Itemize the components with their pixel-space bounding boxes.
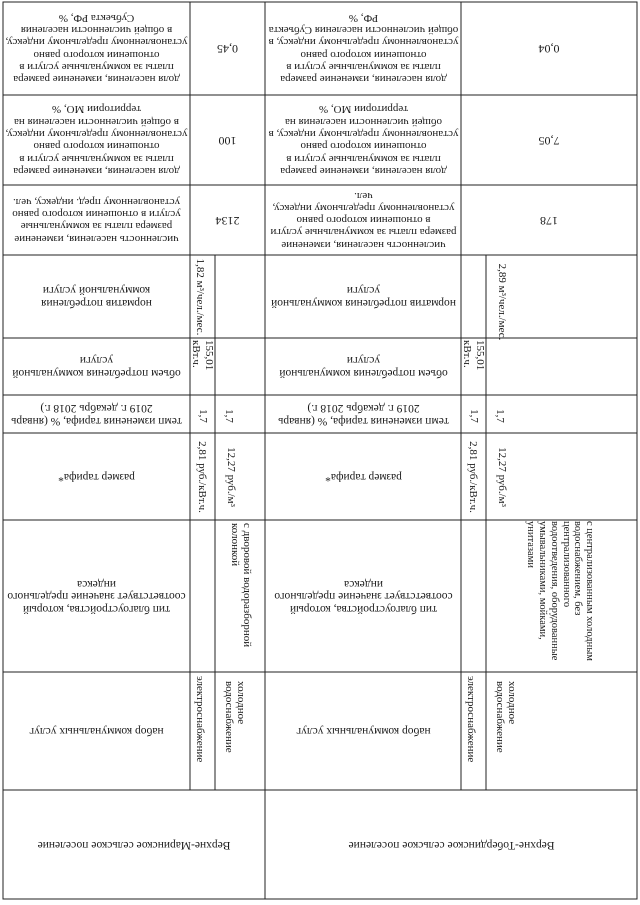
col2-share-rf-value: 0,04 (538, 42, 560, 57)
col1-rate-value-water: 1,7 (223, 409, 236, 423)
col2-share-mo-header: доля населения, изменение размера платы за коммунальные услуги в отношении которого равно установленному предельному индексу, в общей численности населения на территории МО, % (268, 103, 459, 177)
col1-settlement-name: Верхне-Маринское сельское поселение (37, 838, 231, 851)
col2-pop-value: 178 (540, 213, 558, 228)
col2-services-header: набор коммунальных услуг (296, 725, 431, 738)
col1-tariff-value-electric: 2,81 руб./кВт.ч. (196, 441, 209, 513)
col1-services-header: набор коммунальных услуг (29, 725, 164, 738)
col1-volume-value-electric: 155,01 кВт.ч. (190, 340, 215, 371)
col2-rate-header: темп изменения тарифа, % (январь 2019 г. декабрь 2018 г.) (278, 402, 449, 427)
col1-volume-header: объем потребления коммунальной услуги (12, 354, 181, 380)
col1-tariff-value-water: 12,27 руб./м³ (225, 447, 238, 507)
col2-rate-value-electric: 1,7 (468, 409, 481, 423)
col1-norm-header: норматив потребления коммунальной услуги (41, 284, 152, 310)
col1-rate-value-electric: 1,7 (197, 409, 210, 423)
col2-tariff-value-water: 12,27 руб./м³ (496, 447, 509, 507)
col2-service-water: холодное водоснабжение (494, 681, 519, 753)
col2-norm-header: норматив потребления коммунальной услуги (271, 284, 456, 310)
col1-service-water: холодное водоснабжение (223, 681, 248, 753)
col1-share-mo-value: 100 (218, 133, 237, 148)
col1-pop-header: численность населения, изменение размера платы за коммунальные услуги в отношении которого равно установленному пред. индексу, чел. (12, 195, 181, 245)
col2-tariff-value-electric: 2,81 руб./кВт.ч. (467, 441, 480, 513)
col1-infra-header: тип благоустройства, который соответствует значение предельного индекса (7, 577, 186, 616)
col2-share-mo-value: 7,05 (538, 133, 560, 148)
col1-share-mo-header: доля населения, изменение размера платы за коммунальные услуги в отношении которого равно установленному предельному индексу, в общей численности населения на территории МО, % (5, 103, 188, 177)
col2-pop-header: численность населения, изменение размера платы за коммунальные услуги в отношении которого равно установленному предельному индексу, чел. (270, 189, 457, 251)
col2-rate-value-water: 1,7 (494, 409, 507, 423)
col2-volume-header: объем потребления коммунальной услуги (279, 354, 448, 380)
col1-share-rf-value: 0,45 (217, 42, 238, 57)
col2-infra-value: с централизованным холодным водоснабжением, без централизованного водоотведения, оборудованные умывальниками, мойками, унитазами (525, 521, 596, 661)
col2-infra-header: тип благоустройства, который соответствует значение предельного индекса (274, 577, 453, 616)
col2-tariff-header: размер тарифа* (325, 470, 402, 483)
col2-settlement-name: Верхне-Тобердинское сельское поселение (348, 838, 555, 851)
col2-norm-value-water: 2,89 м³/чел./мес. (496, 263, 509, 341)
col1-rate-header: темп изменения тарифа, % (январь 2019 г. декабрь 2018 г.) (11, 402, 182, 427)
col1-share-rf-header: доля населения, изменение размера платы за коммунальные услуги в отношении которого равно установленному предельному индексу, в общей численности населения Субъекта РФ, % (5, 11, 188, 86)
col2-share-rf-header: доля населения, изменение размера платы за коммунальные услуги в отношении которого равно установленному предельному индексу, в общей численности населения Субъекта РФ, % (268, 11, 459, 86)
col1-pop-value: 2134 (215, 213, 240, 228)
col1-norm-value-water: 1,82 м³/чел./мес. (194, 258, 207, 336)
col1-tariff-header: размер тарифа* (58, 470, 135, 483)
col2-service-electric: электроснабжение (465, 676, 478, 763)
col1-service-electric: электроснабжение (194, 676, 207, 763)
col1-infra-value: с дворовой водоразборной колонкой (229, 523, 254, 648)
col2-volume-value-electric: 155,01 кВт.ч. (461, 340, 486, 371)
